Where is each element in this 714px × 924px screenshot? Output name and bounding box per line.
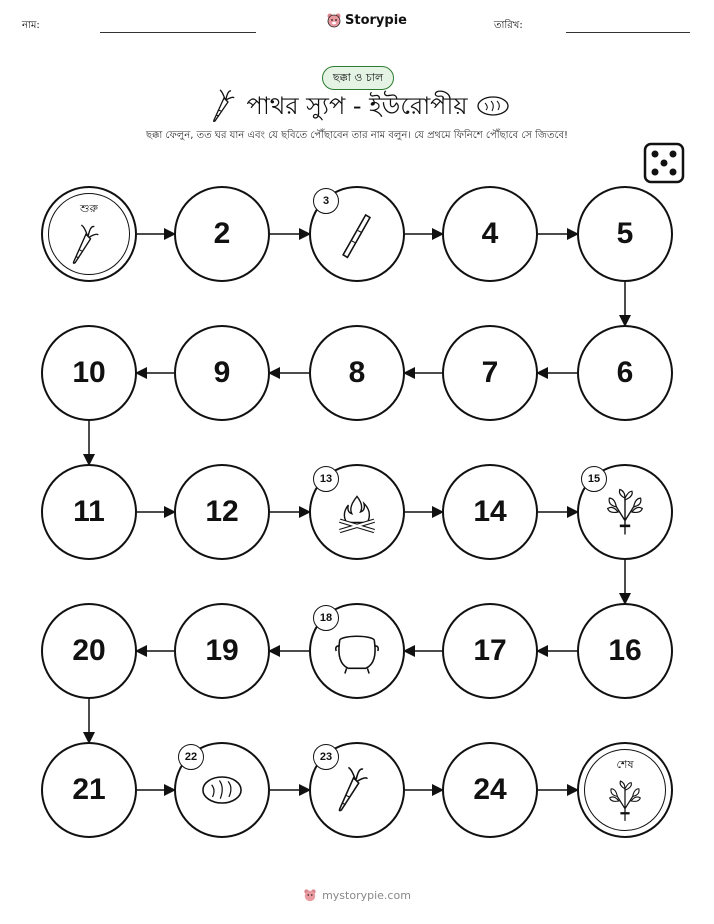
footer [0,888,714,902]
board-cell-8[interactable] [309,325,405,421]
board-cell-21[interactable] [41,742,137,838]
campfire-icon [331,486,383,538]
board-cell-12[interactable] [174,464,270,560]
cell-number: 20 [72,634,106,667]
cell-number-badge: 23 [313,744,339,770]
board-cell-17[interactable] [442,603,538,699]
board-cell-10[interactable] [41,325,137,421]
cell-number: 9 [213,356,231,389]
cell-number: 10 [72,356,106,389]
cell-number: 7 [481,356,499,389]
board-cell-25[interactable] [577,742,673,838]
board-cell-14[interactable] [442,464,538,560]
carrot-icon [331,764,383,816]
bear-logo-icon [303,888,317,902]
stick-icon [331,208,383,260]
cell-number: 24 [473,773,507,806]
board-cell-4[interactable] [442,186,538,282]
cell-number: 2 [213,217,231,250]
bread-icon [196,764,248,816]
start-label: শুরু [80,202,98,215]
cell-number: 19 [205,634,239,667]
cell-number: 8 [348,356,366,389]
cell-number: 6 [616,356,634,389]
end-label: শেষ [616,758,634,771]
cell-number: 14 [473,495,507,528]
category-badge: ছক্কা ও চাল [322,66,394,90]
board-cell-6[interactable] [577,325,673,421]
page-title: পাথর স্যুপ - ইউরোপীয় [246,92,468,120]
herbs-icon [602,778,648,824]
instructions: ছক্কা ফেলুন, তত ঘর যান এবং যে ছবিতে পৌঁছাবেন তার নাম বলুন। যে প্রথমে ফিনিশে পৌঁছাবে সে জিতবে! [145,130,569,141]
board-cell-7[interactable] [442,325,538,421]
board-cell-20[interactable] [41,603,137,699]
cell-number-badge: 18 [313,605,339,631]
board-cell-24[interactable] [442,742,538,838]
cell-number: 16 [608,634,642,667]
board-cell-2[interactable] [174,186,270,282]
cell-number: 11 [73,495,105,528]
cell-number-badge: 15 [581,466,607,492]
cauldron-icon [331,625,383,677]
cell-number-badge: 3 [313,188,339,214]
board-cell-1[interactable] [41,186,137,282]
cell-number: 21 [72,773,106,806]
board-cell-9[interactable] [174,325,270,421]
footer-url: mystorypie.com [322,888,411,902]
board-cell-5[interactable] [577,186,673,282]
cell-number: 5 [616,217,634,250]
board-cell-16[interactable] [577,603,673,699]
name-label: নাম: [22,20,40,31]
brand-name: Storypie [345,12,407,28]
cell-number: 12 [205,495,239,528]
cell-number-badge: 13 [313,466,339,492]
date-label: তারিখ: [494,20,523,31]
board-cell-19[interactable] [174,603,270,699]
board-cell-11[interactable] [41,464,137,560]
carrot-icon [66,222,112,268]
cell-number-badge: 22 [178,744,204,770]
cell-number: 4 [481,217,499,250]
herbs-icon [599,486,651,538]
cell-number: 17 [473,634,507,667]
